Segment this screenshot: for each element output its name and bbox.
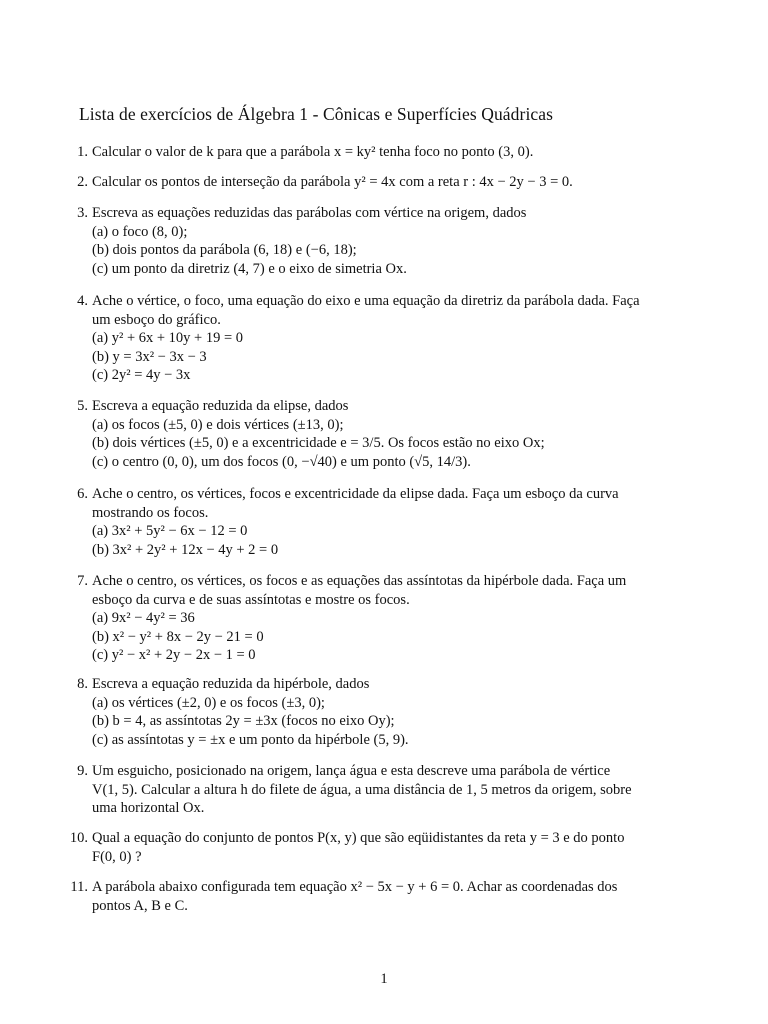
exercise-line: (a) o foco (8, 0); (92, 223, 188, 240)
exercise-line: Escreva a equação reduzida da hipérbole, dados (92, 676, 370, 692)
exercise-line: (b) 3x² + 2y² + 12x − 4y + 2 = 0 (92, 541, 279, 558)
exercise-text (92, 829, 710, 866)
exercise-number: 3. (77, 205, 88, 221)
exercise-7 (60, 572, 710, 665)
exercise-text (92, 572, 710, 665)
exercise-text (92, 878, 710, 915)
exercise-text (92, 675, 710, 749)
exercise-line: F(0, 0) ? (92, 848, 142, 865)
exercise-10 (60, 829, 710, 866)
exercise-line: (c) y² − x² + 2y − 2x − 1 = 0 (92, 647, 256, 663)
page-title: Lista de exercícios de Álgebra 1 - Cônicas e Superfícies Quádricas (79, 104, 554, 124)
exercise-11 (60, 878, 710, 915)
page-number: 1 (380, 971, 388, 987)
exercise-9 (60, 762, 710, 818)
exercise-number: 9. (77, 763, 88, 779)
exercise-line: (b) dois pontos da parábola (6, 18) e (−6, 18); (92, 242, 357, 258)
exercise-line: (b) dois vértices (±5, 0) e a excentricidade e = 3/5. Os focos estão no eixo Ox; (92, 435, 545, 451)
exercise-number: 6. (77, 486, 88, 502)
exercise-line: A parábola abaixo configurada tem equação x² − 5x − y + 6 = 0. Achar as coordenadas dos (92, 879, 618, 895)
exercise-text (92, 292, 710, 385)
exercise-line: um esboço do gráfico. (92, 311, 221, 328)
exercise-line: (b) b = 4, as assíntotas 2y = ±3x (focos no eixo Oy); (92, 713, 395, 729)
exercise-2 (60, 173, 710, 192)
exercise-line: (b) x² − y² + 8x − 2y − 21 = 0 (92, 628, 264, 645)
exercise-line: (a) os vértices (±2, 0) e os focos (±3, 0); (92, 694, 325, 711)
exercise-text (92, 143, 710, 162)
exercise-line: Ache o centro, os vértices, os focos e as equações das assíntotas da hipérbole dada. Faça um (92, 573, 627, 589)
exercise-number: 5. (77, 398, 88, 414)
exercise-line: Ache o vértice, o foco, uma equação do eixo e uma equação da diretriz da parábola dada. Faça (92, 293, 640, 309)
exercise-line: Calcular o valor de k para que a parábola x = ky² tenha foco no ponto (3, 0). (92, 144, 534, 160)
exercise-number: 4. (77, 293, 88, 309)
exercise-3 (60, 204, 710, 278)
exercise-line: pontos A, B e C. (92, 897, 188, 914)
exercise-6 (60, 485, 710, 559)
exercise-number: 11. (70, 879, 88, 895)
exercise-line: (c) um ponto da diretriz (4, 7) e o eixo de simetria Ox. (92, 260, 407, 277)
exercise-line: mostrando os focos. (92, 504, 209, 521)
exercise-number: 1. (77, 144, 88, 160)
exercise-line: (b) y = 3x² − 3x − 3 (92, 348, 207, 365)
exercise-line: Ache o centro, os vértices, focos e excentricidade da elipse dada. Faça um esboço da curva (92, 486, 619, 502)
exercise-number: 2. (77, 174, 88, 190)
exercise-number: 10. (69, 830, 88, 846)
exercise-text (92, 204, 710, 278)
exercise-number: 7. (77, 573, 88, 589)
exercise-line: Calcular os pontos de interseção da parábola y² = 4x com a reta r : 4x − 2y − 3 = 0. (92, 174, 573, 190)
exercise-line: Escreva a equação reduzida da elipse, dados (92, 398, 349, 414)
exercise-number: 8. (77, 676, 88, 692)
exercise-line: (c) as assíntotas y = ±x e um ponto da hipérbole (5, 9). (92, 731, 409, 748)
exercise-line: Um esguicho, posicionado na origem, lança água e esta descreve uma parábola de vértice (92, 763, 611, 779)
exercise-line: V(1, 5). Calcular a altura h do filete de água, a uma distância de 1, 5 metros da origem, sobre (92, 781, 632, 798)
exercise-line: Qual a equação do conjunto de pontos P(x, y) que são eqüidistantes da reta y = 3 e do ponto (92, 830, 625, 846)
exercise-text (92, 173, 710, 192)
exercise-line: (c) o centro (0, 0), um dos focos (0, −√40) e um ponto (√5, 14/3). (92, 453, 471, 470)
exercise-line: esboço da curva e de suas assíntotas e mostre os focos. (92, 591, 410, 608)
exercise-line: (a) 3x² + 5y² − 6x − 12 = 0 (92, 523, 248, 539)
exercise-text (92, 397, 710, 471)
exercise-4 (60, 292, 710, 385)
exercise-5 (60, 397, 710, 471)
exercise-line: Escreva as equações reduzidas das parábolas com vértice na origem, dados (92, 205, 527, 221)
exercise-8 (60, 675, 710, 749)
exercise-1 (60, 143, 710, 162)
exercise-text (92, 762, 710, 818)
exercise-line: (c) 2y² = 4y − 3x (92, 367, 191, 383)
exercise-text (92, 485, 710, 559)
exercise-line: (a) y² + 6x + 10y + 19 = 0 (92, 330, 244, 346)
exercise-line: uma horizontal Ox. (92, 800, 205, 816)
exercise-line: (a) 9x² − 4y² = 36 (92, 610, 195, 626)
exercise-line: (a) os focos (±5, 0) e dois vértices (±13, 0); (92, 416, 344, 433)
